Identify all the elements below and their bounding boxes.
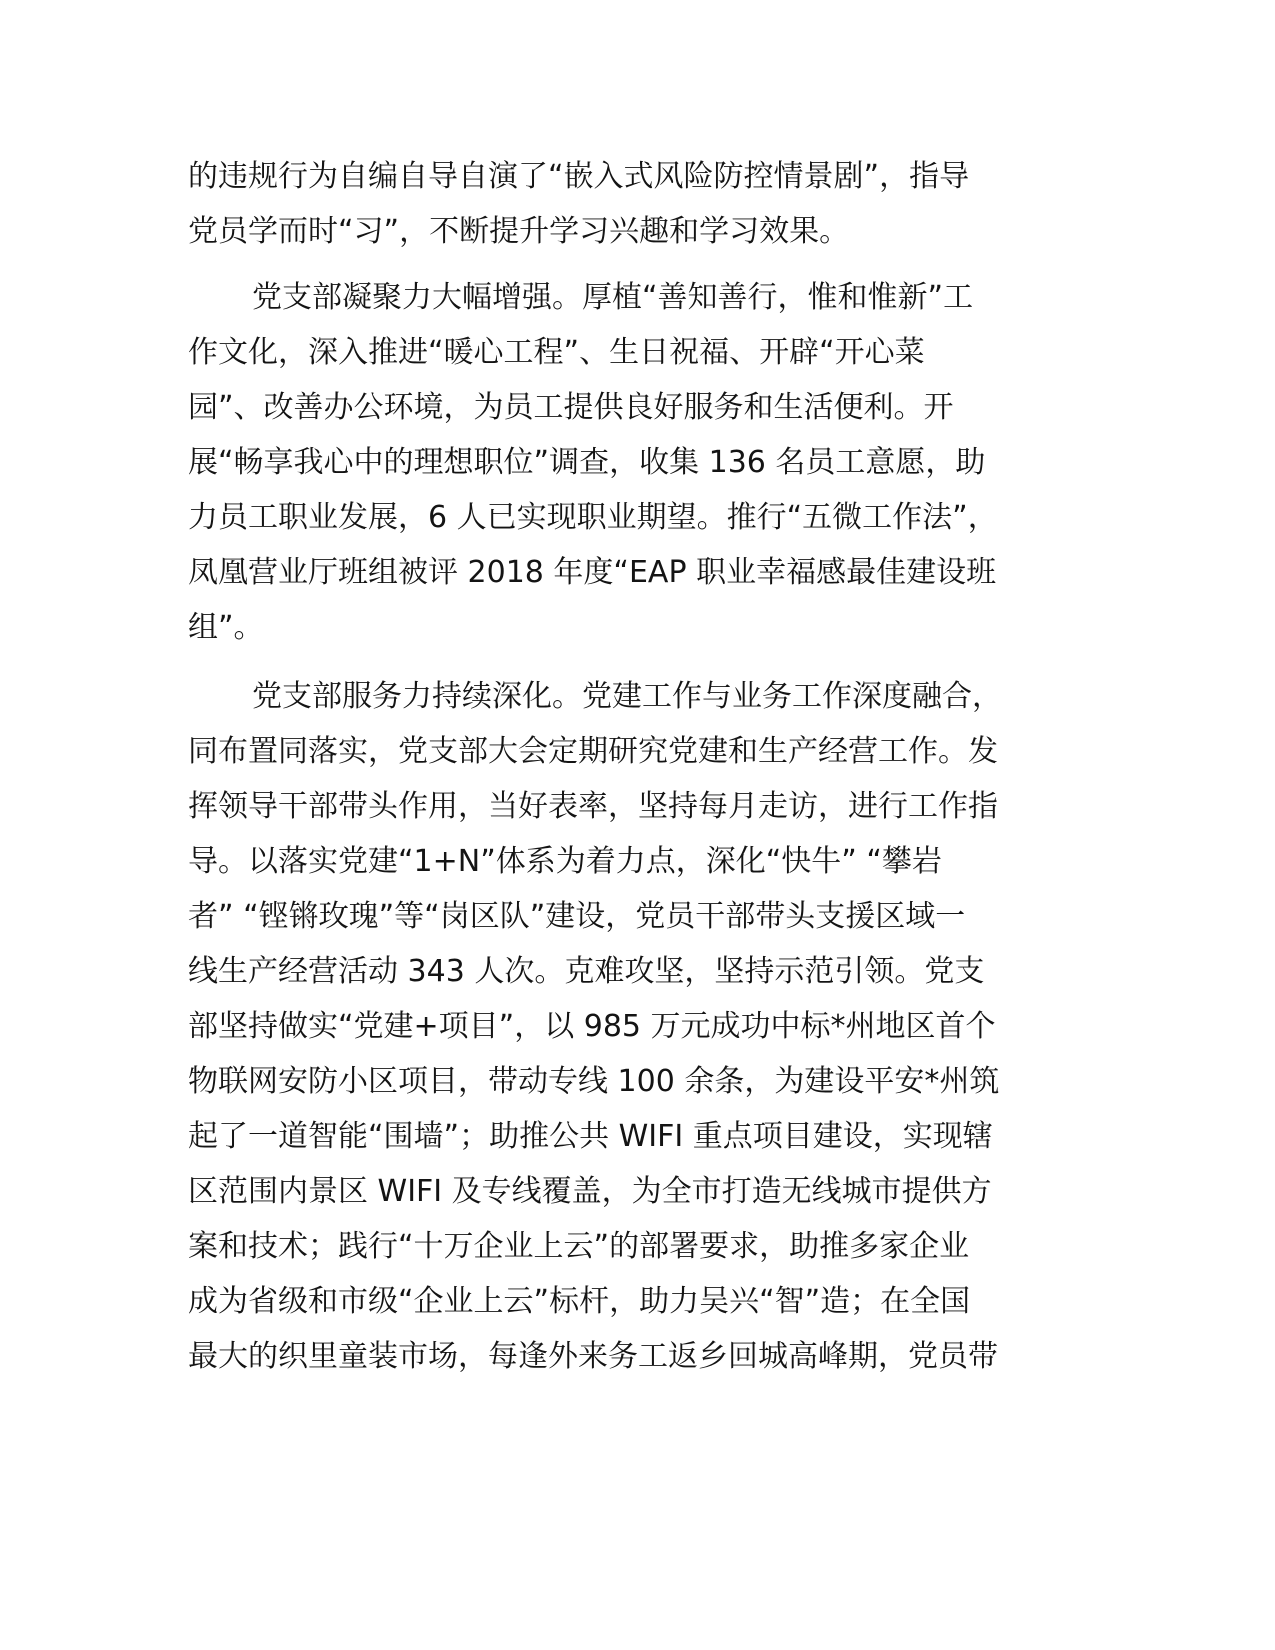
text-line-8: 凤凰营业厅班组被评 2018 年度“EAP 职业幸福感最佳建设班: [188, 555, 997, 590]
text-line-9: 组”。: [188, 610, 264, 645]
text-line-22: 最大的织里童装市场，每逢外来务工返乡回城高峰期，党员带: [188, 1339, 998, 1374]
text-line-12: 挥领导干部带头作用，当好表率，坚持每月走访，进行工作指: [188, 789, 998, 824]
text-line-1: 的违规行为自编自导自演了“嵌入式风险防控情景剧”，指导: [188, 159, 970, 194]
text-line-6: 展“畅享我心中的理想职位”调查，收集 136 名员工意愿，助: [188, 445, 986, 480]
text-line-7: 力员工职业发展，6 人已实现职业期望。推行“五微工作法”，: [188, 500, 998, 535]
text-line-11: 同布置同落实，党支部大会定期研究党建和生产经营工作。发: [188, 734, 998, 769]
text-line-2: 党员学而时“习”，不断提升学习兴趣和学习效果。: [188, 214, 850, 249]
text-line-21: 成为省级和市级“企业上云”标杆，助力吴兴“智”造；在全国: [188, 1284, 971, 1319]
text-line-5: 园”、改善办公环境，为员工提供良好服务和生活便利。开: [188, 390, 954, 425]
paragraph-service-first-line: 党支部服务力持续深化。党建工作与业务工作深度融合，: [252, 679, 1002, 714]
text-line-18: 起了一道智能“围墙”；助推公共 WIFI 重点项目建设，实现辖: [188, 1119, 993, 1154]
text-line-14: 者” “铿锵玫瑰”等“岗区队”建设，党员干部带头支援区域一: [188, 899, 966, 934]
text-line-13: 导。以落实党建“1+N”体系为着力点，深化“快牛” “攀岩: [188, 844, 942, 879]
text-line-15: 线生产经营活动 343 人次。克难攻坚，坚持示范引领。党支: [188, 954, 985, 989]
text-line-17: 物联网安防小区项目，带动专线 100 余条，为建设平安*州筑: [188, 1064, 1000, 1099]
text-line-20: 案和技术；践行“十万企业上云”的部署要求，助推多家企业: [188, 1229, 970, 1264]
text-line-16: 部坚持做实“党建+项目”，以 985 万元成功中标*州地区首个: [188, 1009, 996, 1044]
paragraph-cohesion-first-line: 党支部凝聚力大幅增强。厚植“善知善行，惟和惟新”工: [252, 280, 974, 315]
text-line-4: 作文化，深入推进“暖心工程”、生日祝福、开辟“开心菜: [188, 335, 925, 370]
text-line-19: 区范围内景区 WIFI 及专线覆盖，为全市打造无线城市提供方: [188, 1174, 992, 1209]
